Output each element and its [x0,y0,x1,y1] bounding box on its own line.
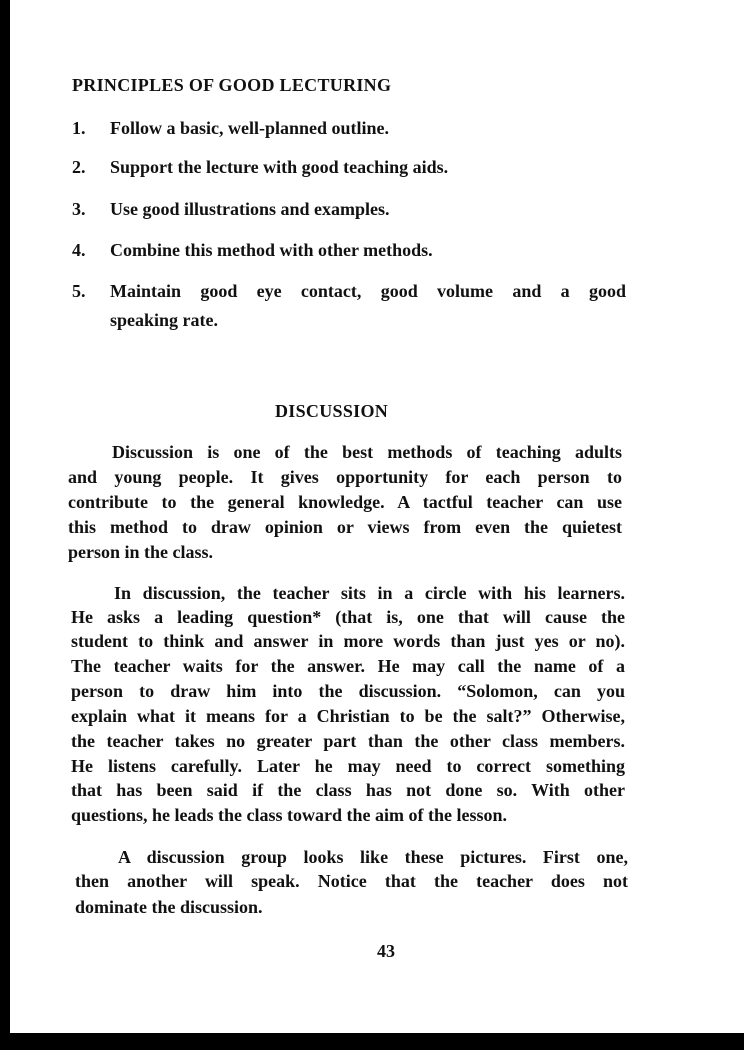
text-line: explain what it means for a Christian to be the salt?” Otherwise, [71,706,625,726]
list-item: Use good illustrations and examples. [110,199,390,219]
text-line: contribute to the general knowledge. A tactful teacher can use [68,492,622,512]
text-line: the teacher takes no greater part than the other class members. [71,731,625,751]
principles-heading: PRINCIPLES OF GOOD LECTURING [72,75,392,95]
list-item: Follow a basic, well-planned outline. [110,118,390,138]
list-item: Maintain good eye contact, good volume and a good [110,281,626,301]
text-line: In discussion, the teacher sits in a circle with his learners. [114,583,625,603]
list-item: Combine this method with other methods. [110,240,433,260]
text-line: A discussion group looks like these pictures. First one, [118,847,628,867]
list-item-number: 2. [72,157,86,177]
discussion-heading: DISCUSSION [275,401,389,421]
scan-border-left [0,0,10,1050]
list-item: Support the lecture with good teaching aids. [110,157,449,177]
list-item-number: 4. [72,240,86,260]
text-line: person in the class. [68,542,214,562]
text-line: student to think and answer in more words than just yes or no). [71,631,625,651]
text-line: that has been said if the class has not done so. With other [71,780,625,800]
text-line: The teacher waits for the answer. He may call the name of a [71,656,625,676]
scan-border-bottom [0,1033,744,1050]
text-line: then another will speak. Notice that the teacher does not [75,871,628,891]
list-item-number: 5. [72,281,86,301]
text-line: this method to draw opinion or views from even the quietest [68,517,622,537]
text-line: He asks a leading question* (that is, one that will cause the [71,607,625,627]
list-item-continuation: speaking rate. [110,310,218,330]
page-number: 43 [377,941,395,961]
list-item-number: 3. [72,199,86,219]
text-line: questions, he leads the class toward the aim of the lesson. [71,805,508,825]
text-line: Discussion is one of the best methods of teaching adults [112,442,622,462]
list-item-number: 1. [72,118,86,138]
text-line: He listens carefully. Later he may need to correct something [71,756,625,776]
text-line: dominate the discussion. [75,897,263,917]
text-line: and young people. It gives opportunity for each person to [68,467,622,487]
text-line: person to draw him into the discussion. “Solomon, can you [71,681,625,701]
